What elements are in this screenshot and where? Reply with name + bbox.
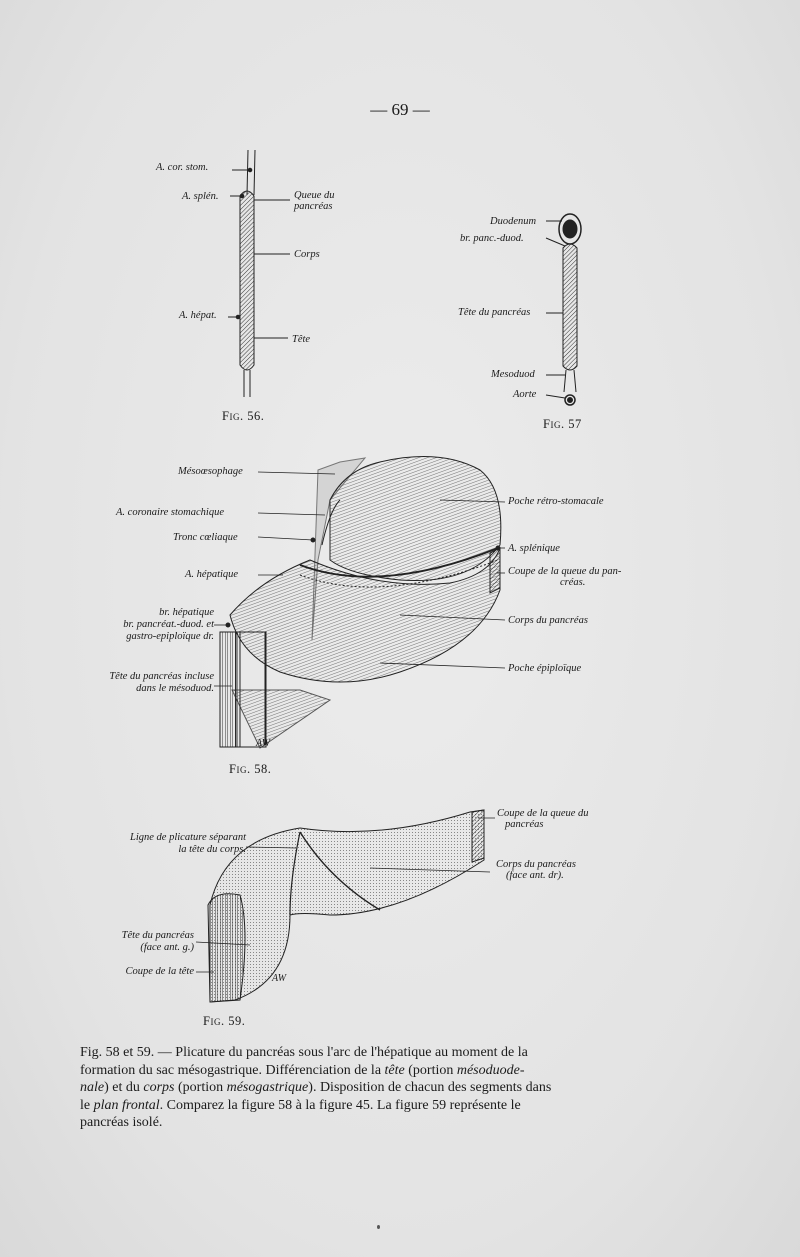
label-a-hepat: A. hépat.: [179, 310, 217, 321]
fig56-drawing: [228, 150, 290, 397]
label-tete-du-pancreas-59: Tête du pancréas: [121, 930, 194, 941]
fig57-label: Fig. 57: [543, 417, 582, 431]
label-gastro-epiploique: gastro-epiploïque dr.: [126, 631, 214, 642]
label-creas: créas.: [560, 577, 586, 588]
page-number: — 69 —: [370, 100, 430, 119]
label-face-ant-g: (face ant. g.): [140, 942, 194, 953]
label-mesoesophage: Mésoœsophage: [178, 466, 243, 477]
fig57-drawing: [546, 214, 581, 405]
label-a-hepatique: A. hépatique: [185, 569, 239, 580]
label-corps-du-pancreas-58: Corps du pancréas: [508, 615, 588, 626]
label-face-ant-dr: (face ant. dr).: [506, 870, 564, 881]
label-coupe-queue-59: Coupe de la queue du: [497, 808, 589, 819]
label-poche-retro: Poche rétro-stomacale: [508, 496, 604, 507]
label-pancreas-59: pancréas: [505, 819, 544, 830]
fig58-label: Fig. 58.: [229, 762, 272, 776]
label-a-splen: A. splén.: [182, 191, 219, 202]
label-mesoduod: Mesoduod: [491, 369, 535, 380]
label-a-coronaire: A. coronaire stomachique: [116, 507, 224, 518]
label-br-panc-duod: br. panc.-duod.: [460, 233, 524, 244]
fig59-signature: AW: [272, 973, 287, 984]
caption-line-3: nale) et du corps (portion mésogastrique). Disposition de chacun des segments dans: [80, 1080, 552, 1095]
label-corps: Corps: [294, 249, 320, 260]
label-poche-epiploique: Poche épiploïque: [508, 663, 582, 674]
label-a-cor-stom: A. cor. stom.: [156, 162, 209, 173]
label-br-hepatique: br. hépatique: [159, 607, 214, 618]
fig56-label: Fig. 56.: [222, 409, 265, 423]
fig59-label: Fig. 59.: [203, 1014, 246, 1028]
caption-line-1: Fig. 58 et 59. — Plicature du pancréas sous l'arc de l'hépatique au moment de la: [80, 1045, 528, 1060]
caption-line-2: formation du sac mésogastrique. Différenciation de la tête (portion mésoduode-: [80, 1062, 525, 1078]
fig58-signature: AW: [256, 738, 271, 749]
label-br-pancreat-duod: br. pancréat.-duod. et: [123, 619, 214, 630]
label-tete-du-corps: la tête du corps.: [178, 844, 246, 855]
label-tete-incluse: Tête du pancréas incluse: [109, 671, 214, 682]
label-ligne-plicature: Ligne de plicature séparant: [130, 832, 246, 843]
fig58-drawing: [214, 457, 505, 748]
label-coupe-queue-58: Coupe de la queue du pan-: [508, 566, 622, 577]
figure-caption: [80, 1044, 640, 1132]
label-duodenum: Duodenum: [490, 216, 537, 227]
caption-line-4: le plan frontal. Comparez la figure 58 à la figure 45. La figure 59 représente le: [80, 1097, 521, 1113]
caption-line-5: pancréas isolé.: [80, 1115, 163, 1130]
label-tete-du-pancreas-57: Tête du pancréas: [458, 307, 531, 318]
label-aorte: Aorte: [513, 389, 537, 400]
label-coupe-de-la-tete: Coupe de la tête: [125, 966, 194, 977]
label-tronc-coeliaque: Tronc cœliaque: [173, 532, 238, 543]
label-corps-du-pancreas-59: Corps du pancréas: [496, 859, 576, 870]
label-tete: Tête: [292, 334, 311, 345]
paper-speck: [377, 1225, 380, 1229]
label-a-splenique: A. splénique: [508, 543, 560, 554]
label-dans-mesoduod: dans le mésoduod.: [136, 683, 214, 694]
label-queue-pancreas: pancréas: [294, 201, 333, 212]
label-queue: Queue du: [294, 190, 335, 201]
